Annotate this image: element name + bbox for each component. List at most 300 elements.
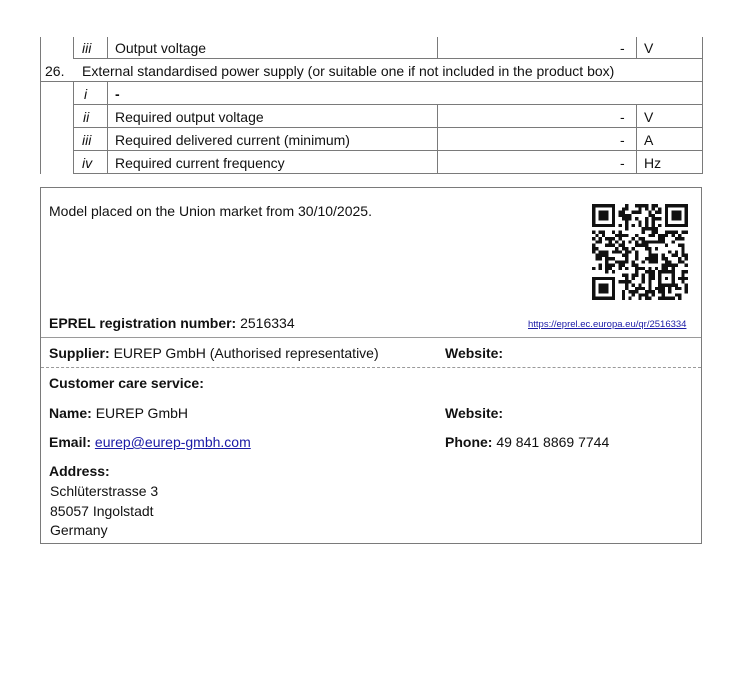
qr-code-icon[interactable] [592,204,688,300]
qr-module [635,240,638,243]
qr-module [658,274,661,277]
supplier-line [49,344,379,362]
qr-module [625,227,628,230]
qr-module [655,287,658,290]
qr-module [652,290,655,293]
qr-module [675,287,678,290]
qr-module [602,250,605,253]
table-rule [73,81,74,174]
qr-module [615,234,618,237]
table-rule [73,104,703,105]
email-link[interactable]: eurep@eurep-gmbh.com [94,434,251,450]
qr-module [635,290,638,293]
qr-module [685,230,688,233]
table-rule [636,37,637,59]
qr-module [665,221,668,224]
qr-module [645,257,648,260]
qr-module [655,240,658,243]
qr-module [609,240,612,243]
qr-module [615,247,618,250]
qr-module [671,277,674,280]
qr-module [615,260,618,263]
row-subindex: iii [82,132,92,148]
qr-module [635,257,638,260]
qr-module [625,287,628,290]
qr-module [648,280,651,283]
qr-module [685,290,688,293]
qr-module [625,267,628,270]
qr-module [628,290,631,293]
qr-module [681,250,684,253]
qr-module [635,217,638,220]
qr-module [662,293,665,296]
table-rule [107,37,108,59]
row-subindex: iv [82,155,93,171]
qr-module [592,283,595,286]
row-subindex: iii [82,40,92,56]
qr-module [668,290,671,293]
qr-module [602,297,605,300]
qr-module [648,234,651,237]
qr-module [671,214,674,217]
qr-module [685,207,688,210]
qr-module [652,217,655,220]
qr-module [595,240,598,243]
qr-module [602,224,605,227]
qr-module [671,230,674,233]
qr-module [618,237,621,240]
qr-module [625,204,628,207]
qr-module [612,293,615,296]
qr-module [665,224,668,227]
qr-module [638,293,641,296]
table-rule [73,173,703,174]
qr-module [645,227,648,230]
qr-module [648,283,651,286]
qr-module [652,293,655,296]
row-label: - [115,86,120,102]
qr-module [628,214,631,217]
row-value: - [620,132,625,148]
qr-module [662,254,665,257]
qr-module [628,240,631,243]
qr-module [625,254,628,257]
qr-module [642,277,645,280]
qr-module [648,227,651,230]
qr-module [615,250,618,253]
row-value: - [620,155,625,171]
qr-module [605,257,608,260]
qr-module [602,217,605,220]
qr-module [618,211,621,214]
qr-module [605,267,608,270]
qr-module [658,207,661,210]
qr-module [675,214,678,217]
qr-module [635,254,638,257]
name-label: Name: [49,405,92,421]
qr-module [605,297,608,300]
qr-module [612,270,615,273]
qr-module [665,244,668,247]
qr-module [678,211,681,214]
qr-module [671,217,674,220]
qr-module [628,297,631,300]
qr-module [625,250,628,253]
qr-module [599,224,602,227]
qr-module [671,211,674,214]
qr-module [632,283,635,286]
qr-module [618,224,621,227]
qr-module [665,211,668,214]
qr-module [638,211,641,214]
qr-module [655,217,658,220]
qr-module [592,204,595,207]
qr-module [662,283,665,286]
supplier-value: EUREP GmbH (Authorised representative) [113,345,379,361]
qr-module [652,227,655,230]
qr-module [652,260,655,263]
qr-module [605,237,608,240]
qr-module [681,260,684,263]
qr-module [609,297,612,300]
table-rule [702,37,703,174]
qr-module [622,297,625,300]
qr-module [668,250,671,253]
qr-module [622,293,625,296]
qr-module [671,204,674,207]
qr-module [675,250,678,253]
qr-module [605,287,608,290]
qr-module [625,214,628,217]
qr-module [625,257,628,260]
qr-module [599,250,602,253]
qr-module [612,280,615,283]
qr-module [678,204,681,207]
qr-module [635,267,638,270]
qr-module [678,257,681,260]
qr-module [665,207,668,210]
qr-module [662,297,665,300]
qr-module [632,211,635,214]
qr-module [671,283,674,286]
qr-module [665,204,668,207]
qr-module [648,260,651,263]
qr-module [671,234,674,237]
eprel-link[interactable]: https://eprel.ec.europa.eu/qr/2516334 [528,319,687,330]
qr-module [622,244,625,247]
qr-module [628,280,631,283]
qr-module [642,244,645,247]
qr-module [612,257,615,260]
qr-module [675,230,678,233]
qr-module [678,234,681,237]
qr-module [609,267,612,270]
qr-module [652,240,655,243]
qr-module [642,204,645,207]
qr-module [665,214,668,217]
eprel-registration [49,314,295,332]
qr-module [605,290,608,293]
qr-module [622,234,625,237]
qr-module [612,204,615,207]
qr-module [665,264,668,267]
qr-module [645,290,648,293]
customer-care-heading: Customer care service: [49,375,204,391]
qr-module [625,207,628,210]
qr-module [675,237,678,240]
qr-module [622,240,625,243]
qr-module [592,297,595,300]
qr-module [645,224,648,227]
qr-module [681,277,684,280]
qr-module [668,204,671,207]
qr-module [605,264,608,267]
qr-module [648,267,651,270]
qr-module [685,224,688,227]
qr-module [675,211,678,214]
qr-module [658,211,661,214]
qr-module [612,221,615,224]
qr-module [635,274,638,277]
supplier-website-label: Website: [445,345,504,361]
qr-module [685,257,688,260]
qr-module [648,257,651,260]
qr-module [632,247,635,250]
qr-module [618,260,621,263]
qr-module [625,224,628,227]
qr-module [609,264,612,267]
qr-module [658,290,661,293]
qr-module [592,224,595,227]
qr-module [685,217,688,220]
qr-module [625,280,628,283]
qr-module [642,240,645,243]
qr-module [678,293,681,296]
qr-module [599,217,602,220]
qr-module [642,293,645,296]
dashed-separator [41,367,701,368]
qr-module [658,280,661,283]
qr-module [658,297,661,300]
qr-module [652,224,655,227]
qr-module [662,290,665,293]
qr-module [668,260,671,263]
qr-module [685,287,688,290]
qr-module [685,270,688,273]
qr-module [638,267,641,270]
qr-module [609,257,612,260]
qr-module [681,244,684,247]
qr-module [645,204,648,207]
qr-module [658,240,661,243]
qr-module [595,224,598,227]
qr-module [645,293,648,296]
supplier-info-box [40,187,702,544]
qr-module [678,244,681,247]
qr-module [668,283,671,286]
row-value: - [620,40,625,56]
qr-module [671,264,674,267]
qr-module [605,224,608,227]
qr-module [618,214,621,217]
qr-module [609,277,612,280]
qr-module [622,217,625,220]
qr-module [612,287,615,290]
qr-module [599,290,602,293]
qr-module [671,280,674,283]
qr-module [678,237,681,240]
qr-module [681,204,684,207]
address-heading: Address: [49,463,110,479]
qr-module [658,277,661,280]
qr-module [681,237,684,240]
qr-module [638,207,641,210]
qr-module [609,204,612,207]
qr-module [668,297,671,300]
qr-module [605,204,608,207]
qr-module [655,227,658,230]
qr-module [648,250,651,253]
qr-module [625,217,628,220]
table-rule [40,81,703,82]
qr-module [655,267,658,270]
qr-module [605,254,608,257]
qr-module [681,270,684,273]
qr-module [612,214,615,217]
qr-module [632,224,635,227]
row-label: Output voltage [115,40,207,56]
qr-module [592,207,595,210]
qr-module [605,214,608,217]
name-line [49,404,188,422]
qr-module [685,214,688,217]
qr-module [671,224,674,227]
qr-module [655,230,658,233]
qr-module [599,230,602,233]
qr-module [592,280,595,283]
qr-module [665,230,668,233]
qr-module [648,287,651,290]
qr-module [652,230,655,233]
qr-module [678,214,681,217]
qr-module [638,224,641,227]
supplier-label: Supplier: [49,345,110,361]
qr-module [622,280,625,283]
qr-module [605,217,608,220]
qr-module [662,287,665,290]
market-date-text: Model placed on the Union market from 30/10/2025. [49,203,372,219]
qr-module [612,217,615,220]
qr-module [625,274,628,277]
qr-module [592,244,595,247]
qr-module [592,267,595,270]
qr-module [642,260,645,263]
qr-module [675,293,678,296]
qr-module [599,211,602,214]
qr-module [658,224,661,227]
qr-module [638,283,641,286]
qr-module [652,234,655,237]
qr-module [658,283,661,286]
qr-module [635,211,638,214]
qr-module [609,237,612,240]
qr-module [602,277,605,280]
qr-module [648,211,651,214]
qr-module [592,287,595,290]
qr-module [645,207,648,210]
qr-module [602,283,605,286]
qr-module [599,277,602,280]
qr-module [605,211,608,214]
row-unit: Hz [644,155,662,171]
qr-module [635,287,638,290]
qr-module [678,224,681,227]
qr-module [681,280,684,283]
qr-module [645,240,648,243]
qr-module [622,207,625,210]
qr-module [671,274,674,277]
qr-module [628,250,631,253]
qr-module [622,274,625,277]
qr-module [628,217,631,220]
eprel-label: EPREL registration number: [49,315,237,331]
qr-module [638,237,641,240]
table-rule [73,150,703,151]
qr-module [668,224,671,227]
qr-module [675,254,678,257]
qr-module [602,211,605,214]
qr-module [681,254,684,257]
qr-module [592,277,595,280]
qr-module [662,257,665,260]
qr-module [632,260,635,263]
qr-module [625,247,628,250]
qr-module [648,274,651,277]
row-unit: V [644,40,654,56]
qr-module [622,247,625,250]
qr-module [652,257,655,260]
qr-module [665,217,668,220]
qr-module [662,267,665,270]
qr-module [605,244,608,247]
qr-module [612,283,615,286]
qr-module [615,240,618,243]
qr-module [618,244,621,247]
qr-module [622,260,625,263]
qr-module [638,221,641,224]
address-line: Germany [50,522,108,538]
qr-module [622,264,625,267]
qr-module [605,250,608,253]
qr-module [625,277,628,280]
qr-module [595,234,598,237]
qr-module [685,277,688,280]
email-line [49,433,251,451]
table-rule [40,37,41,174]
qr-module [665,257,668,260]
qr-module [648,214,651,217]
section-title: External standardised power supply (or suitable one if not included in the product box) [82,63,615,79]
qr-module [658,270,661,273]
qr-module [665,283,668,286]
qr-module [599,283,602,286]
qr-module [599,257,602,260]
qr-module [612,290,615,293]
qr-module [592,217,595,220]
qr-module [665,234,668,237]
qr-module [642,237,645,240]
qr-module [648,290,651,293]
